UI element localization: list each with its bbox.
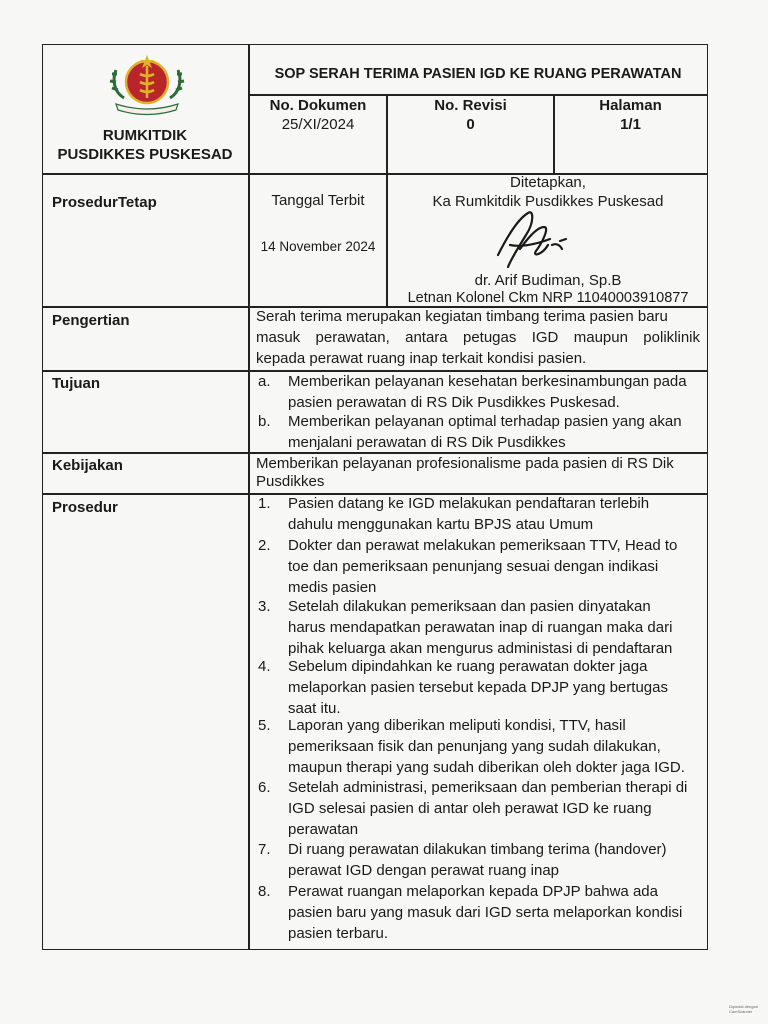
logo-ribbon (116, 104, 178, 115)
prosedur-item-line: Perawat ruangan melaporkan kepada DPJP bahwa ada (288, 883, 658, 900)
logo-wreath-right (170, 70, 184, 98)
prosedur-item-line: Setelah administrasi, pemeriksaan dan pemberian therapi di (288, 779, 688, 796)
prosedur-item-marker: 7. (258, 841, 271, 858)
kebijakan-line2: Pusdikkes (256, 473, 325, 490)
prosedur-item-line: dahulu menggunakan kartu BPJS atau Umum (288, 516, 594, 533)
approval-line1: Ditetapkan, (510, 174, 586, 191)
prosedur-item-line: IGD selesai pasien di antar oleh perawat IGD ke ruang (288, 800, 652, 817)
signer-name: dr. Arif Budiman, Sp.B (474, 272, 622, 289)
prosedur-item-line: pemeriksaan fisik dan penunjang yang sudah dilakukan, (288, 738, 661, 755)
prosedur-item-line: medis pasien (288, 579, 377, 596)
pengertian-line1: Serah terima merupakan kegiatan timbang terima pasien baru (256, 308, 668, 325)
scanner-watermark-line1: Dipindai dengan (729, 1004, 758, 1009)
procedure-label: ProsedurTetap (52, 194, 157, 211)
prosedur-item-marker: 2. (258, 537, 271, 554)
prosedur-item-marker: 5. (258, 717, 271, 734)
signer-rank: Letnan Kolonel Ckm NRP 11040003910877 (407, 290, 689, 306)
revision-value: 0 (466, 116, 475, 133)
approval-line2: Ka Rumkitdik Pusdikkes Puskesad (432, 193, 664, 210)
document-title: SOP SERAH TERIMA PASIEN IGD KE RUANG PERAWATAN (274, 66, 682, 82)
prosedur-label: Prosedur (52, 499, 118, 516)
prosedur-item-line: perawatan (288, 821, 359, 838)
tujuan-item-line: Memberikan pelayanan kesehatan berkesinambungan pada (288, 373, 687, 390)
document-number-label: No. Dokumen (269, 97, 367, 114)
scanner-watermark-line2: CamScanner (729, 1009, 753, 1014)
issue-date-label: Tanggal Terbit (271, 192, 365, 209)
organization-logo (106, 52, 188, 118)
organization-name-line1: RUMKITDIK (102, 127, 188, 144)
prosedur-item-line: Di ruang perawatan dilakukan timbang terima (handover) (288, 841, 667, 858)
prosedur-item-line: pihak keluarga akan mengurus administasi di pendaftaran (288, 640, 673, 657)
scanner-watermark (729, 1004, 761, 1020)
tujuan-item-line: pasien perawatan di RS Dik Pusdikkes Puskesad. (288, 394, 620, 411)
document-number-value: 25/XI/2024 (281, 116, 355, 133)
pengertian-line3: kepada perawat ruang inap terkait kondisi pasien. (256, 350, 587, 367)
prosedur-item-line: melaporkan pasien tersebut kepada DPJP yang bertugas (288, 679, 668, 696)
revision-label: No. Revisi (434, 97, 507, 114)
prosedur-item-line: Laporan yang diberikan meliputi kondisi, TTV, hasil (288, 717, 626, 734)
prosedur-item-line: pasien terbaru. (288, 925, 389, 942)
tujuan-item-marker: a. (258, 373, 271, 390)
issue-date-value: 14 November 2024 (260, 239, 376, 254)
pengertian-line2: masuk perawatan, antara petugas IGD maupun poliklinik (256, 329, 700, 346)
prosedur-item-marker: 1. (258, 495, 271, 512)
prosedur-item-line: Sebelum dipindahkan ke ruang perawatan dokter jaga (288, 658, 648, 675)
tujuan-item-line: Memberikan pelayanan optimal terhadap pasien yang akan (288, 413, 682, 430)
prosedur-item-line: perawat IGD dengan perawat ruang inap (288, 862, 560, 879)
organization-name-line2: PUSDIKKES PUSKESAD (57, 146, 233, 163)
tujuan-item-line: menjalani perawatan di RS Dik Pusdikkes (288, 434, 566, 451)
prosedur-item-line: Setelah dilakukan pemeriksaan dan pasien dinyatakan (288, 598, 651, 615)
column-divider-left (248, 44, 250, 950)
tujuan-label: Tujuan (52, 375, 101, 392)
logo-wreath-left (110, 70, 124, 98)
prosedur-item-line: Dokter dan perawat melakukan pemeriksaan TTV, Head to (288, 537, 678, 554)
prosedur-item-marker: 3. (258, 598, 271, 615)
kebijakan-label: Kebijakan (52, 457, 123, 474)
page-value: 1/1 (620, 116, 641, 133)
pengertian-label: Pengertian (52, 312, 130, 329)
prosedur-item-line: toe dan pemeriksaan penunjang sesuai dengan indikasi (288, 558, 659, 575)
prosedur-item-line: maupun therapi yang sudah diberikan oleh dokter jaga IGD. (288, 759, 685, 776)
prosedur-item-marker: 8. (258, 883, 271, 900)
page-label: Halaman (599, 97, 662, 114)
kebijakan-line1: Memberikan pelayanan profesionalisme pada pasien di RS Dik (256, 455, 674, 472)
prosedur-item-marker: 4. (258, 658, 271, 675)
prosedur-item-line: pasien baru yang masuk dari IGD serta melaporkan kondisi (288, 904, 683, 921)
prosedur-item-marker: 6. (258, 779, 271, 796)
prosedur-item-line: saat itu. (288, 700, 341, 717)
tujuan-item-marker: b. (258, 413, 271, 430)
prosedur-item-line: harus mendapatkan perawatan inap di ruangan maka dari (288, 619, 673, 636)
prosedur-item-line: Pasien datang ke IGD melakukan pendaftaran terlebih (288, 495, 650, 512)
